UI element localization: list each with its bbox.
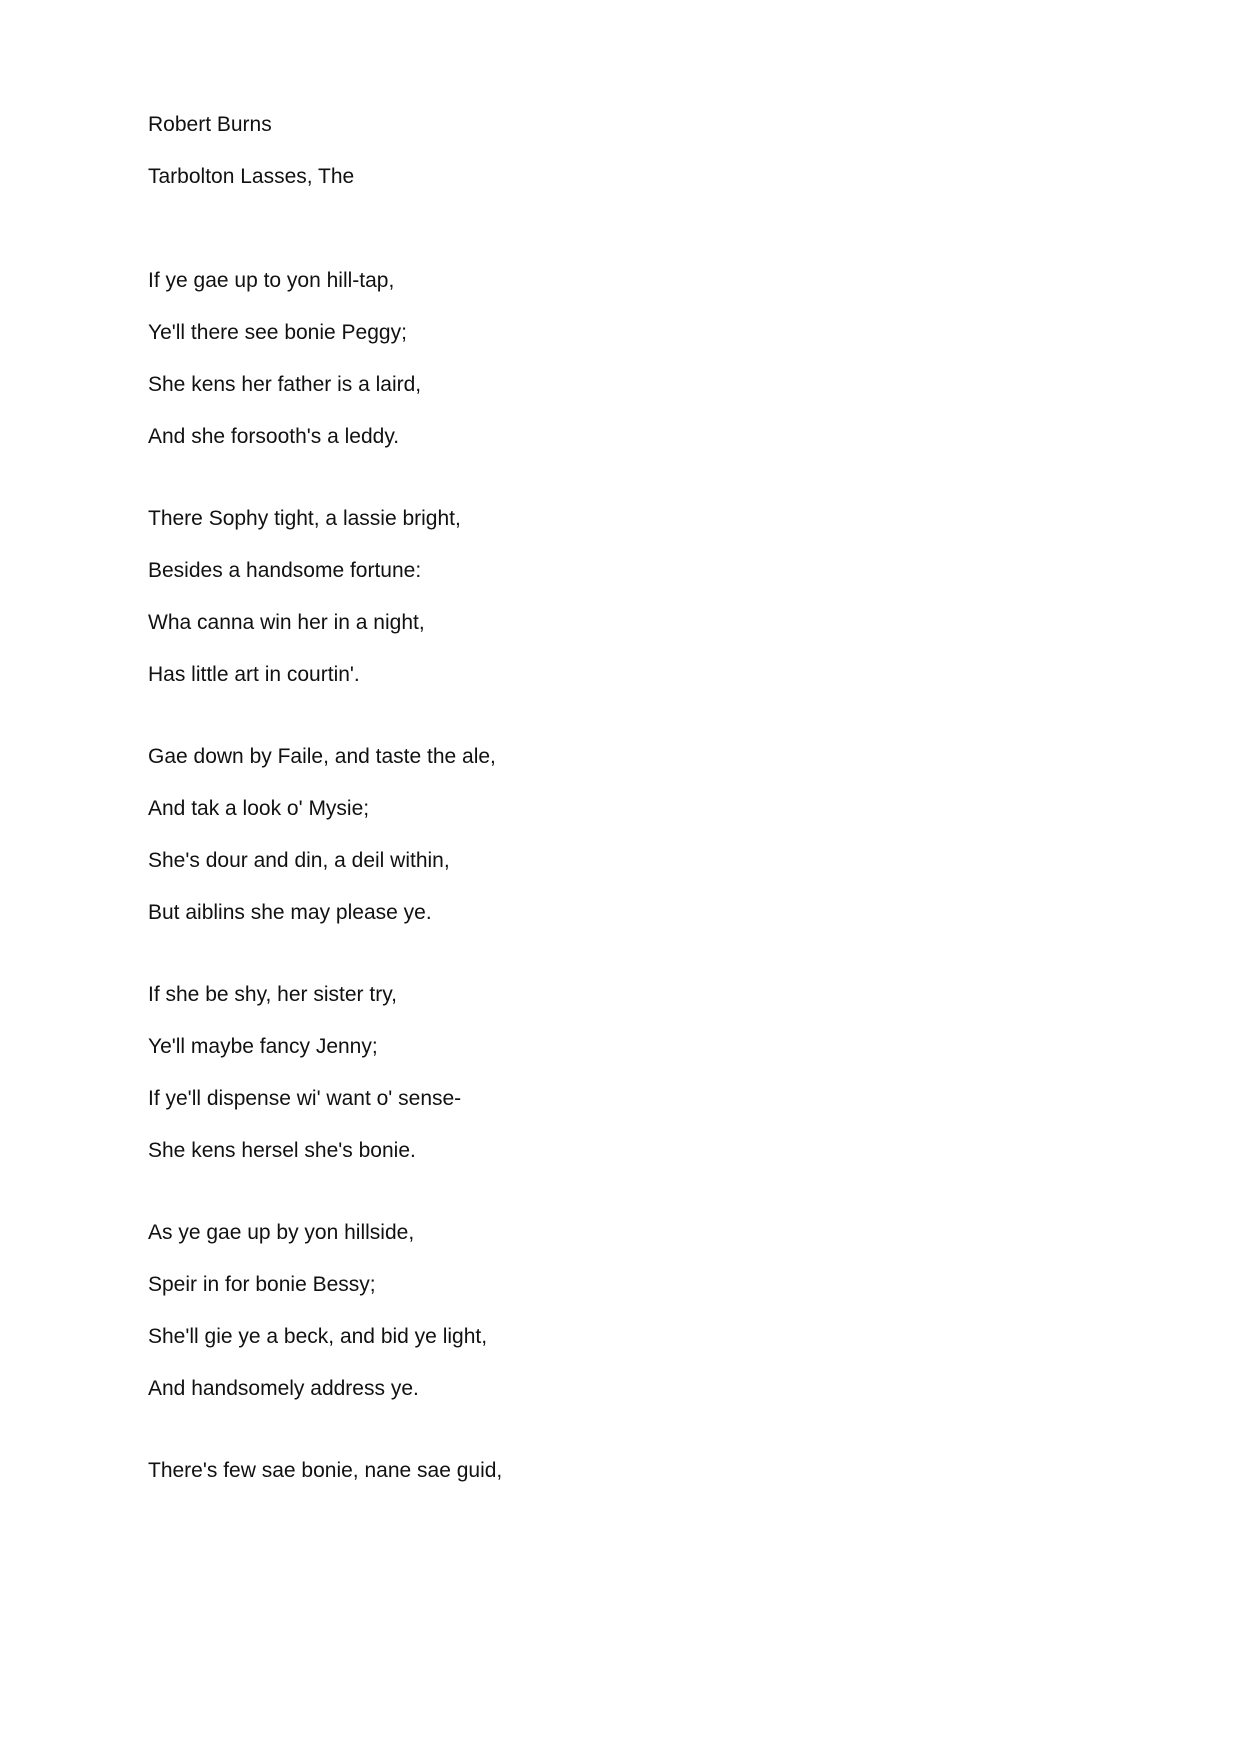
stanza-1 [148, 266, 1148, 452]
poem-author: Robert Burns [148, 113, 272, 136]
verse-line: If ye gae up to yon hill-tap, [148, 269, 395, 292]
verse-line: Wha canna win her in a night, [148, 611, 425, 634]
verse-line: Ye'll there see bonie Peggy; [148, 321, 407, 344]
verse-line: And she forsooth's a leddy. [148, 425, 400, 448]
poem-title: Tarbolton Lasses, The [148, 165, 355, 188]
verse-line: If she be shy, her sister try, [148, 983, 397, 1006]
verse-line: But aiblins she may please ye. [148, 901, 432, 924]
stanza-5 [148, 1218, 1148, 1404]
verse-line: There's few sae bonie, nane sae guid, [148, 1459, 503, 1482]
verse-line: Speir in for bonie Bessy; [148, 1273, 376, 1296]
poem-content [148, 110, 1148, 1538]
verse-line: She's dour and din, a deil within, [148, 849, 450, 872]
verse-line: She'll gie ye a beck, and bid ye light, [148, 1325, 488, 1348]
verse-line: If ye'll dispense wi' want o' sense- [148, 1087, 462, 1110]
verse-line: She kens hersel she's bonie. [148, 1139, 416, 1162]
stanza-2 [148, 504, 1148, 690]
verse-line: Besides a handsome fortune: [148, 559, 422, 582]
verse-line: Has little art in courtin'. [148, 663, 360, 686]
verse-line: Ye'll maybe fancy Jenny; [148, 1035, 378, 1058]
stanza-3 [148, 742, 1148, 928]
verse-line: Gae down by Faile, and taste the ale, [148, 745, 496, 768]
stanza-6 [148, 1456, 1148, 1486]
verse-line: And handsomely address ye. [148, 1377, 419, 1400]
verse-line: And tak a look o' Mysie; [148, 797, 370, 820]
verse-line: As ye gae up by yon hillside, [148, 1221, 415, 1244]
verse-line: She kens her father is a laird, [148, 373, 422, 396]
stanza-4 [148, 980, 1148, 1166]
verse-line: There Sophy tight, a lassie bright, [148, 507, 461, 530]
